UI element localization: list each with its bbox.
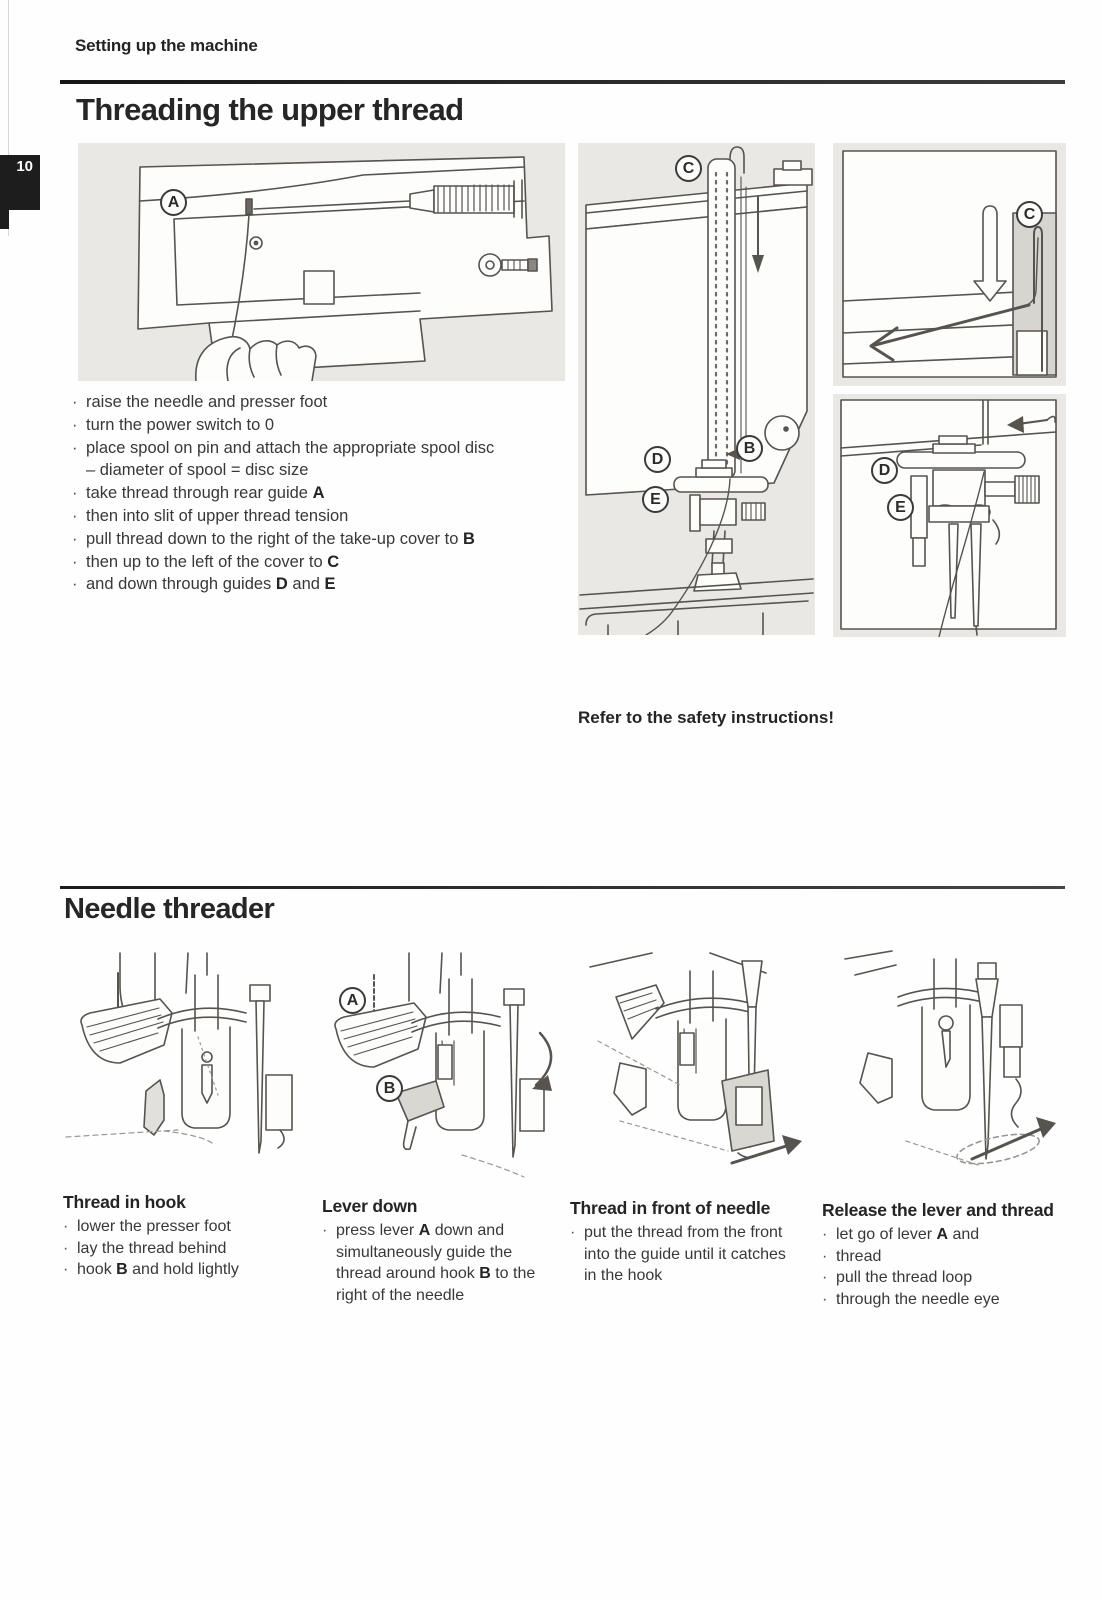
figure-label-c: C	[675, 155, 702, 182]
column-steps-list	[822, 1224, 1060, 1310]
list-item: · then into slit of upper thread tension	[72, 506, 349, 525]
list-item: · thread	[822, 1247, 882, 1265]
figure-machine-top-view	[78, 143, 565, 381]
chapter-header: Setting up the machine	[75, 36, 258, 55]
column-steps-list	[570, 1222, 798, 1287]
list-item: · press lever A down and simultaneously guide the thread around hook B to the right of the needle	[322, 1222, 536, 1304]
list-item: · through the needle eye	[822, 1290, 1000, 1308]
column-thread-in-front	[570, 1198, 798, 1287]
figure-threader-step1	[60, 945, 312, 1183]
list-item: · pull the thread loop	[822, 1269, 973, 1287]
figure-machine-front-view	[578, 143, 815, 635]
machine-front-illustration	[578, 143, 815, 635]
column-release-lever	[822, 1200, 1060, 1310]
list-item: · hook B and hold lightly	[63, 1261, 239, 1279]
list-item: · turn the power switch to 0	[72, 415, 275, 434]
threader-step2-illustration	[312, 945, 562, 1183]
column-thread-in-hook	[63, 1192, 313, 1281]
figure-label-e: E	[642, 486, 669, 513]
list-item: · lay the thread behind	[63, 1239, 227, 1257]
figure-label-d2: D	[871, 457, 898, 484]
list-item: · place spool on pin and attach the appropriate spool disc – diameter of spool = disc size	[72, 438, 495, 480]
threader-label-a: A	[339, 987, 366, 1014]
figure-threader-step4	[810, 945, 1078, 1183]
list-item: · pull thread down to the right of the take-up cover to B	[72, 529, 475, 548]
list-item: · let go of lever A and	[822, 1226, 980, 1243]
list-item: · raise the needle and presser foot	[72, 393, 328, 411]
column-steps-list	[63, 1216, 313, 1281]
section-title-threading: Threading the upper thread	[76, 92, 464, 127]
threader-step3-illustration	[560, 945, 812, 1183]
section-title-needle-threader: Needle threader	[64, 893, 275, 925]
figure-threader-step3	[560, 945, 812, 1183]
list-item: · and down through guides D and E	[72, 575, 336, 594]
section-divider-2	[60, 886, 1065, 889]
machine-top-view-illustration	[78, 143, 565, 381]
column-heading: Thread in front of needle	[570, 1198, 771, 1218]
figure-label-a: A	[160, 189, 187, 216]
guides-de-detail-illustration	[833, 394, 1066, 637]
figure-label-c2: C	[1016, 201, 1043, 228]
figure-threader-step2	[312, 945, 562, 1183]
figure-guides-de-detail	[833, 394, 1066, 637]
column-heading: Lever down	[322, 1196, 418, 1216]
column-heading: Thread in hook	[63, 1192, 186, 1212]
column-heading: Release the lever and thread	[822, 1200, 1054, 1220]
page-tab-notch	[0, 207, 9, 229]
list-item: · then up to the left of the cover to C	[72, 552, 340, 571]
section-divider	[60, 80, 1065, 84]
threader-step4-illustration	[810, 945, 1078, 1183]
figure-label-b: B	[736, 435, 763, 462]
column-lever-down	[322, 1196, 554, 1306]
guide-c-detail-illustration	[833, 143, 1066, 386]
figure-label-d: D	[644, 446, 671, 473]
figure-label-e2: E	[887, 494, 914, 521]
safety-note: Refer to the safety instructions!	[578, 708, 834, 727]
threader-step1-illustration	[60, 945, 312, 1183]
figure-guide-c-detail	[833, 143, 1066, 386]
list-item: · put the thread from the front into the guide until it catches in the hook	[570, 1224, 786, 1285]
column-steps-list	[322, 1220, 554, 1306]
threader-label-b: B	[376, 1075, 403, 1102]
page-number-tab: 10	[0, 155, 40, 210]
threading-steps-list	[72, 391, 577, 596]
list-item: · take thread through rear guide A	[72, 484, 325, 503]
list-item: · lower the presser foot	[63, 1218, 231, 1235]
